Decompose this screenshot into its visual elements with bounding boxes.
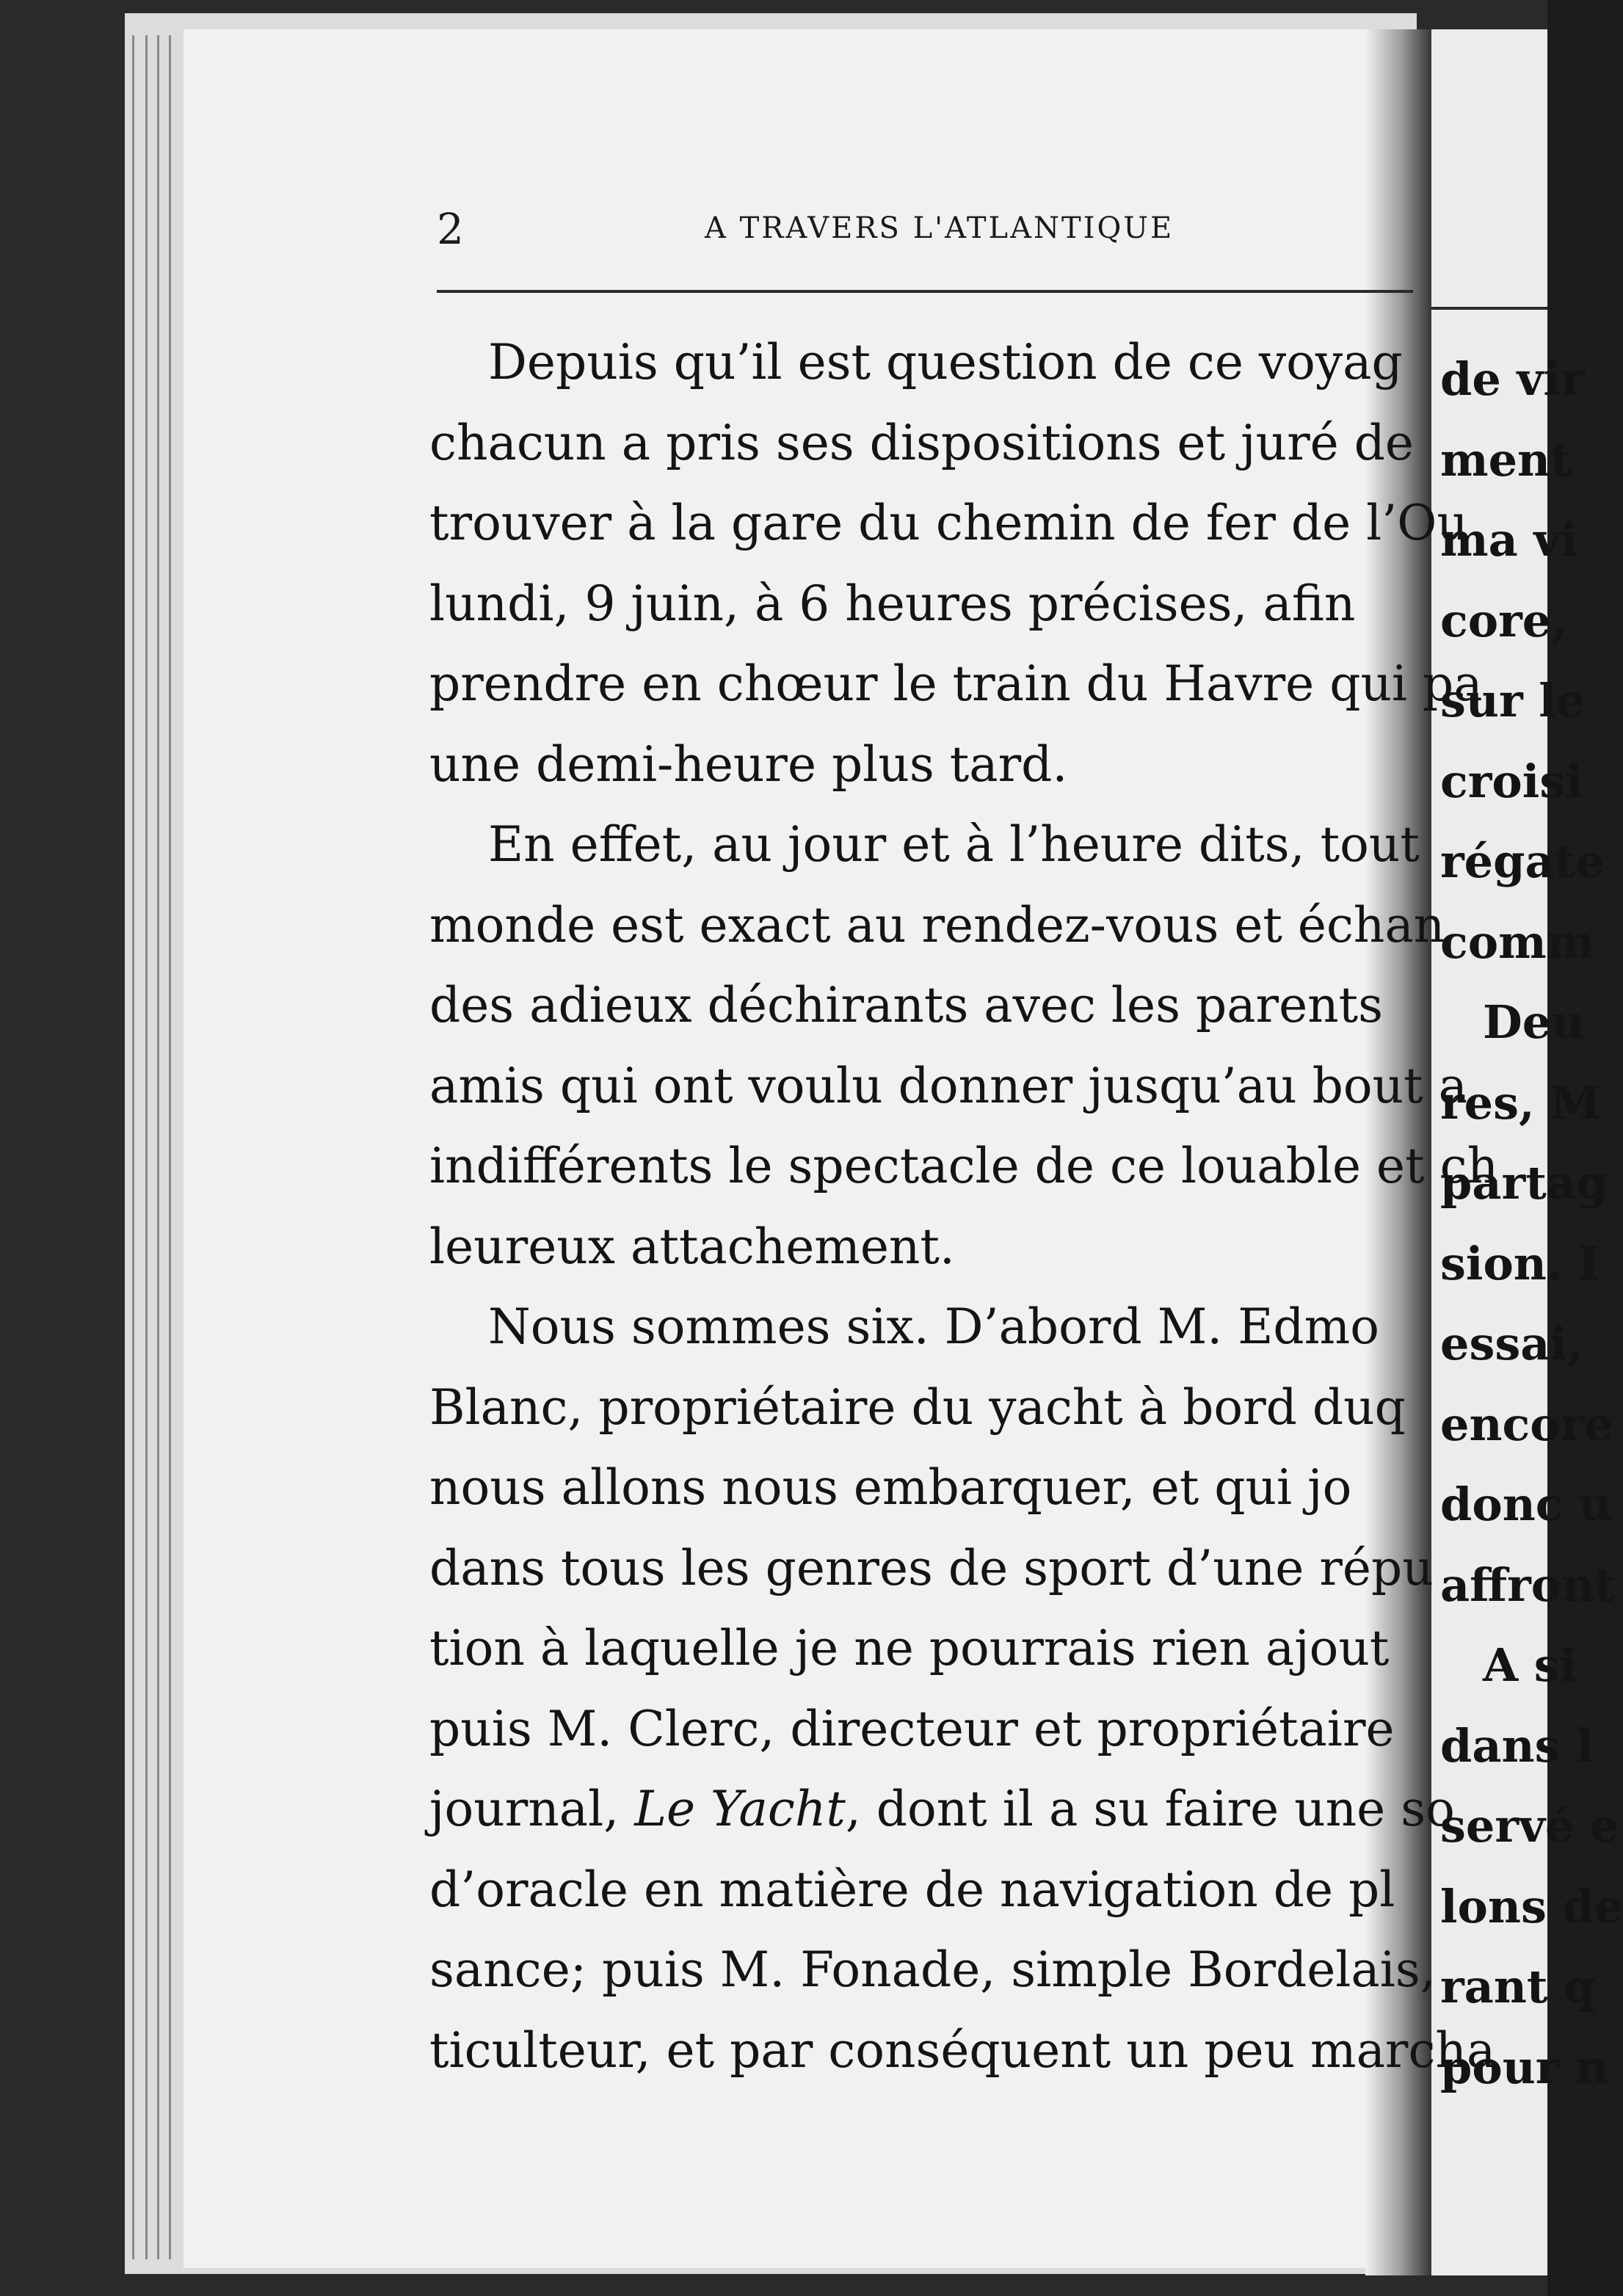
right-text-fragment: de vir [1440,352,1585,406]
right-text-fragment: servé e [1440,1799,1619,1853]
right-text-fragment: essai, [1440,1317,1583,1370]
text-line: d’oracle en matière de navigation de pl [429,1861,1395,1918]
text-line: Blanc, propriétaire du yacht à bord duq [429,1378,1406,1436]
text-line: indifférents le spectacle de ce louable et ch [429,1138,1499,1194]
text-line: lundi, 9 juin, à 6 heures précises, afin [429,575,1356,632]
text-line: puis M. Clerc, directeur et propriétaire [429,1700,1395,1757]
page-edge-line [145,35,148,2259]
text-line: des adieux déchirants avec les parents [429,977,1384,1033]
page-edge-line [169,35,171,2259]
right-text-fragment: Deu [1483,995,1585,1049]
right-text-fragment: core, [1440,593,1567,647]
text-line: Depuis qu’il est question de ce voyag [488,334,1403,390]
page-edge-line [132,35,134,2259]
right-text-fragment: pour n [1440,2040,1609,2094]
right-text-fragment: sion. I [1440,1236,1600,1290]
right-text-fragment: ment [1440,432,1572,487]
text-line: dans tous les genres de sport d’une répu [429,1539,1434,1596]
right-text-fragment: res, M [1440,1075,1601,1130]
right-text-fragment: partag [1440,1156,1608,1210]
text-line: journal, Le Yacht, dont il a su faire une so [429,1781,1455,1837]
right-text-fragment: lons de [1440,1879,1623,1933]
running-title: A TRAVERS L'ATLANTIQUE [705,211,1174,245]
text-line: ticulteur, et par conséquent un peu marcha [429,2021,1496,2079]
text-line: monde est exact au rendez-vous et échan [429,896,1445,953]
right-text-fragment: sur le [1440,674,1586,727]
text-line: chacun a pris ses dispositions et juré de [429,414,1414,471]
right-text-fragment: comm [1440,915,1595,969]
right-text-fragment: croisi [1440,754,1583,808]
text-line: nous allons nous embarquer, et qui jo [429,1459,1352,1516]
text-line: prendre en chœur le train du Havre qui pa [429,655,1483,712]
page-number: 2 [437,204,464,254]
text-line: Nous sommes six. D’abord M. Edmo [488,1298,1379,1355]
header-rule [437,290,1413,293]
right-text-fragment: dans l [1440,1718,1594,1773]
text-line: sance; puis M. Fonade, simple Bordelais, [429,1941,1436,1998]
right-text-fragment: affront [1440,1558,1616,1612]
text-line: tion à laquelle je ne pourrais rien ajout [429,1620,1390,1676]
page-edge-line [157,35,159,2259]
text-line: En effet, au jour et à l’heure dits, tout [488,816,1420,873]
right-text-fragment: régate [1440,835,1605,888]
right-text-fragment: donc u [1440,1478,1613,1531]
right-text-fragment: rant q [1440,1960,1596,2013]
text-line: une demi-heure plus tard. [429,735,1068,793]
right-text-fragment: A si [1483,1638,1577,1692]
right-header-rule [1431,307,1547,310]
text-line: amis qui ont voulu donner jusqu’au bout a [429,1057,1467,1114]
text-line: trouver à la gare du chemin de fer de l’Ou [429,495,1468,551]
text-line: leureux attachement. [429,1218,955,1275]
right-text-fragment: ma vi [1440,513,1577,567]
right-text-fragment: encore [1440,1397,1613,1451]
body-text [429,334,1499,2242]
